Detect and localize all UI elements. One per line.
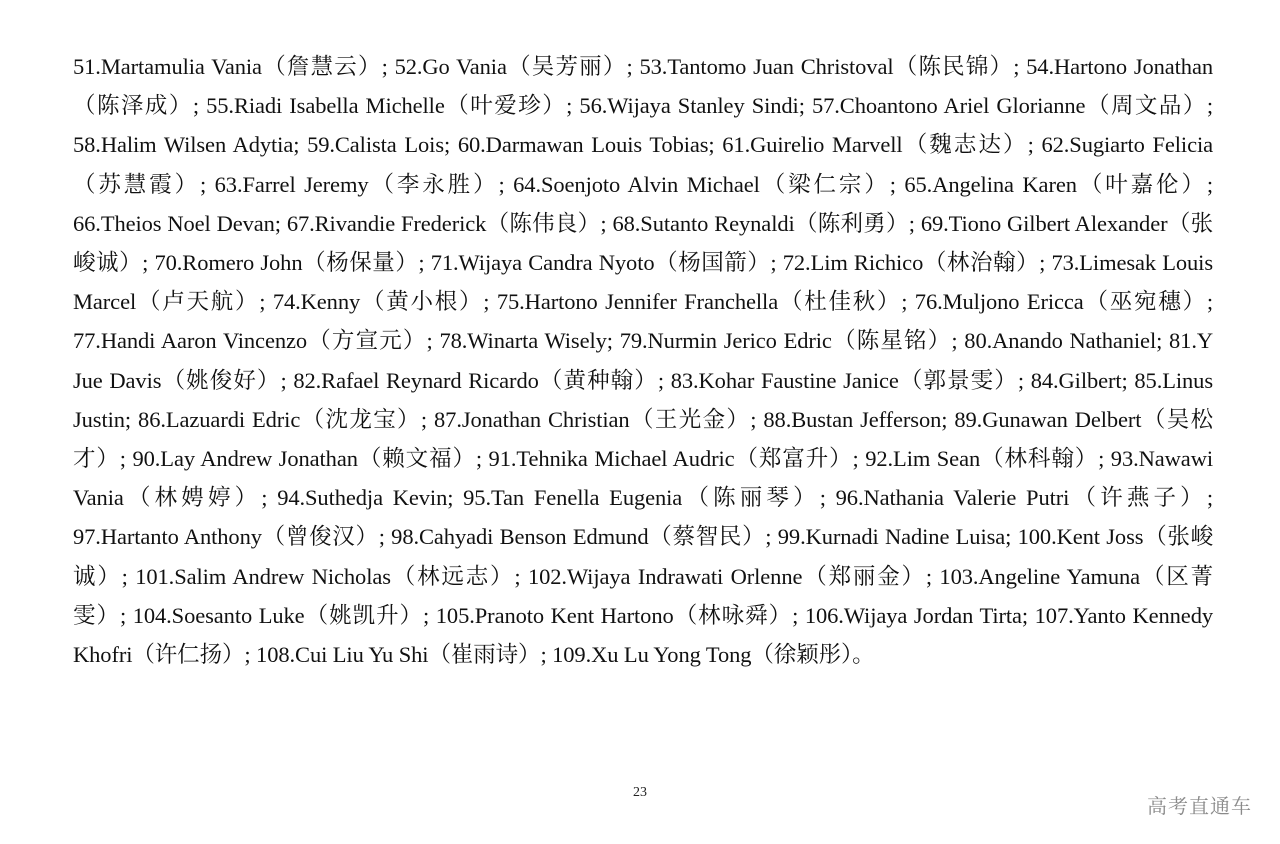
page-number: 23 — [633, 785, 647, 800]
name-list-paragraph: 51.Martamulia Vania（詹慧云）; 52.Go Vania（吴芳丽）; 53.Tantomo Juan Christoval（陈民锦）; 54.Hartono Jonathan（陈泽成）; 55.Riadi Isabella Michelle（叶爱珍）; 56.Wijaya Stanley Sindi; 57.Choantono Ariel Glorianne（周文品）; 58.Halim Wilsen Adytia; 59.Calista Lois; 60.Darmawan Louis Tobias; 61.Guirelio Marvell（魏志达）; 62.Sugiarto Felicia（苏慧霞）; 63.Farrel Jeremy（李永胜）; 64.Soenjoto Alvin Michael（梁仁宗）; 65.Angelina Karen（叶嘉伦）; 66.Theios Noel Devan; 67.Rivandie Frederick（陈伟良）; 68.Sutanto Reynaldi（陈利勇）; 69.Tiono Gilbert Alexander（张峻诚）; 70.Romero John（杨保量）; 71.Wijaya Candra Nyoto（杨国箭）; 72.Lim Richico（林治翰）; 73.Limesak Louis Marcel（卢天航）; 74.Kenny（黄小根）; 75.Hartono Jennifer Franchella（杜佳秋）; 76.Muljono Ericca（巫宛穗）; 77.Handi Aaron Vincenzo（方宣元）; 78.Winarta Wisely; 79.Nurmin Jerico Edric（陈星铭）; 80.Anando Nathaniel; 81.Y Jue Davis（姚俊好）; 82.Rafael Reynard Ricardo（黄种翰）; 83.Kohar Faustine Janice（郭景雯）; 84.Gilbert; 85.Linus Justin; 86.Lazuardi Edric（沈龙宝）; 87.Jonathan Christian（王光金）; 88.Bustan Jefferson; 89.Gunawan Delbert（吴松才）; 90.Lay Andrew Jonathan（赖文福）; 91.Tehnika Michael Audric（郑富升）; 92.Lim Sean（林科翰）; 93.Nawawi Vania（林娉婷）; 94.Suthedja Kevin; 95.Tan Fenella Eugenia（陈丽琴）; 96.Nathania Valerie Putri（许燕子）; 97.Hartanto Anthony（曾俊汉）; 98.Cahyadi Benson Edmund（蔡智民）; 99.Kurnadi Nadine Luisa; 100.Kent Joss（张峻诚）; 101.Salim Andrew Nicholas（林远志）; 102.Wijaya Indrawati Orlenne（郑丽金）; 103.Angeline Yamuna（区菁雯）; 104.Soesanto Luke（姚凯升）; 105.Pranoto Kent Hartono（林咏舜）; 106.Wijaya Jordan Tirta; 107.Yanto Kennedy Khofri（许仁扬）; 108.Cui Liu Yu Shi（崔雨诗）; 109.Xu Lu Yong Tong（徐颖彤）。 — [73, 54, 1213, 668]
watermark-logo-text: 高考直通车 — [1147, 794, 1252, 818]
